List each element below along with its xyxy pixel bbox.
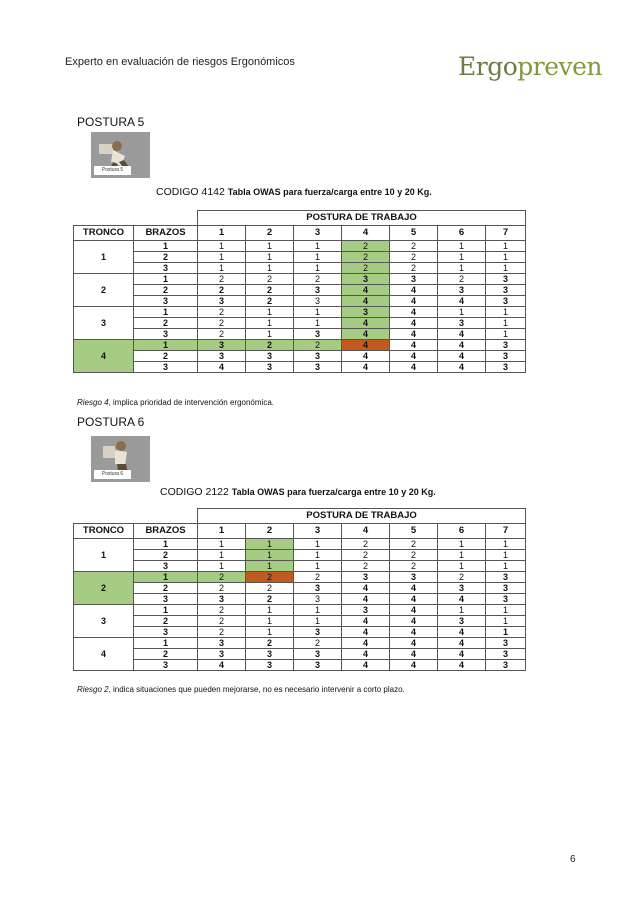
column-header: 2 [246, 524, 294, 539]
tronco-cell: 2 [74, 285, 134, 296]
brazos-cell: 2 [134, 616, 198, 627]
brazos-cell: 2 [134, 550, 198, 561]
risk-cell: 4 [390, 340, 438, 351]
posture-6-code-line [160, 486, 436, 498]
table-corner-blank [74, 509, 198, 524]
risk-cell: 2 [198, 307, 246, 318]
risk-cell: 1 [246, 263, 294, 274]
risk-cell: 1 [486, 329, 526, 340]
tronco-cell: 3 [74, 318, 134, 329]
risk-cell: 2 [198, 318, 246, 329]
risk-cell: 2 [246, 285, 294, 296]
posture-6-code: CODIGO 2122 [160, 486, 229, 498]
risk-cell: 1 [198, 241, 246, 252]
risk-cell: 2 [246, 638, 294, 649]
brazos-cell: 1 [134, 539, 198, 550]
table-row [74, 285, 526, 296]
risk-cell: 4 [342, 318, 390, 329]
risk-cell: 1 [438, 252, 486, 263]
column-header: 6 [438, 226, 486, 241]
risk-cell: 4 [342, 660, 390, 671]
risk-cell: 1 [294, 561, 342, 572]
risk-cell: 3 [486, 351, 526, 362]
risk-cell: 4 [390, 638, 438, 649]
risk-cell: 4 [438, 594, 486, 605]
tronco-cell [74, 362, 134, 373]
tronco-cell [74, 296, 134, 307]
risk-cell: 3 [342, 572, 390, 583]
risk-cell: 1 [246, 627, 294, 638]
column-header: 1 [198, 524, 246, 539]
posture-5-thumbnail-caption: Postura 5 [94, 166, 131, 175]
risk-cell: 4 [438, 627, 486, 638]
brazos-cell: 1 [134, 307, 198, 318]
risk-cell: 3 [294, 362, 342, 373]
risk-cell: 2 [294, 274, 342, 285]
posture-6-code-desc: Tabla OWAS para fuerza/carga entre 10 y 20 Kg. [231, 487, 436, 497]
tronco-cell: 1 [74, 550, 134, 561]
risk-cell: 2 [390, 539, 438, 550]
posture-6-risk-level: Riesgo 2 [77, 685, 109, 694]
risk-cell: 2 [198, 605, 246, 616]
risk-cell: 4 [390, 616, 438, 627]
risk-cell: 1 [294, 550, 342, 561]
risk-cell: 4 [438, 296, 486, 307]
risk-cell: 1 [486, 241, 526, 252]
risk-cell: 1 [246, 318, 294, 329]
risk-cell: 2 [246, 296, 294, 307]
risk-cell: 4 [390, 583, 438, 594]
posture-5-thumbnail [91, 132, 150, 178]
risk-cell: 2 [246, 594, 294, 605]
table-row [74, 550, 526, 561]
column-header: TRONCO [74, 524, 134, 539]
risk-cell: 4 [342, 340, 390, 351]
risk-cell: 1 [294, 616, 342, 627]
column-header: 2 [246, 226, 294, 241]
table-row [74, 241, 526, 252]
posture-5-code-desc: Tabla OWAS para fuerza/carga entre 10 y 20 Kg. [227, 187, 432, 197]
risk-cell: 2 [438, 274, 486, 285]
table-row [74, 561, 526, 572]
column-header: 5 [390, 524, 438, 539]
brazos-cell: 3 [134, 594, 198, 605]
risk-cell: 3 [486, 285, 526, 296]
column-header: 7 [486, 226, 526, 241]
posture-6-title: POSTURA 6 [77, 415, 145, 429]
risk-cell: 4 [390, 594, 438, 605]
risk-cell: 2 [342, 241, 390, 252]
risk-cell: 2 [342, 539, 390, 550]
table-row [74, 660, 526, 671]
risk-cell: 3 [486, 583, 526, 594]
risk-cell: 3 [486, 649, 526, 660]
risk-cell: 2 [246, 572, 294, 583]
risk-cell: 2 [342, 550, 390, 561]
brazos-cell: 3 [134, 660, 198, 671]
brazos-cell: 2 [134, 252, 198, 263]
brazos-cell: 2 [134, 351, 198, 362]
table-row [74, 539, 526, 550]
risk-cell: 3 [294, 627, 342, 638]
risk-cell: 3 [198, 594, 246, 605]
page-header-title: Experto en evaluación de riesgos Ergonómicos [65, 56, 295, 68]
risk-cell: 3 [246, 660, 294, 671]
column-header: 1 [198, 226, 246, 241]
risk-cell: 3 [438, 285, 486, 296]
risk-cell: 1 [246, 539, 294, 550]
risk-cell: 1 [438, 263, 486, 274]
table-row [74, 627, 526, 638]
page-number: 6 [570, 854, 576, 865]
tronco-cell: 4 [74, 649, 134, 660]
table-row [74, 362, 526, 373]
logo-prefix: Ergo [458, 52, 518, 81]
risk-cell: 4 [438, 638, 486, 649]
risk-cell: 4 [198, 362, 246, 373]
risk-cell: 4 [390, 605, 438, 616]
group-header: POSTURA DE TRABAJO [198, 509, 526, 524]
brazos-cell: 3 [134, 296, 198, 307]
tronco-cell [74, 241, 134, 252]
risk-cell: 1 [486, 627, 526, 638]
risk-cell: 2 [294, 340, 342, 351]
risk-cell: 3 [486, 296, 526, 307]
brazos-cell: 2 [134, 318, 198, 329]
risk-cell: 4 [390, 649, 438, 660]
risk-cell: 1 [486, 539, 526, 550]
risk-cell: 1 [486, 616, 526, 627]
risk-cell: 3 [294, 649, 342, 660]
brazos-cell: 1 [134, 274, 198, 285]
risk-cell: 1 [486, 307, 526, 318]
risk-cell: 1 [486, 263, 526, 274]
column-header: 5 [390, 226, 438, 241]
column-header: 6 [438, 524, 486, 539]
risk-cell: 3 [486, 362, 526, 373]
column-header: BRAZOS [134, 524, 198, 539]
risk-cell: 4 [342, 594, 390, 605]
tronco-cell [74, 329, 134, 340]
tronco-cell [74, 605, 134, 616]
risk-cell: 1 [294, 252, 342, 263]
risk-cell: 4 [342, 296, 390, 307]
risk-cell: 1 [438, 550, 486, 561]
posture-5-code: CODIGO 4142 [156, 186, 225, 198]
tronco-cell: 3 [74, 616, 134, 627]
posture-6-thumbnail-caption: Postura 6 [94, 470, 131, 479]
risk-cell: 2 [438, 572, 486, 583]
brazos-cell: 3 [134, 561, 198, 572]
risk-cell: 2 [198, 583, 246, 594]
posture-5-risk-text: , implica prioridad de intervención ergonómica. [108, 398, 274, 407]
risk-cell: 2 [198, 572, 246, 583]
column-header: TRONCO [74, 226, 134, 241]
risk-cell: 1 [438, 561, 486, 572]
risk-cell: 2 [390, 241, 438, 252]
risk-cell: 1 [438, 307, 486, 318]
table-row [74, 583, 526, 594]
group-header: POSTURA DE TRABAJO [198, 211, 526, 226]
tronco-cell [74, 638, 134, 649]
risk-cell: 3 [294, 583, 342, 594]
risk-cell: 3 [486, 340, 526, 351]
risk-cell: 4 [342, 285, 390, 296]
tronco-cell: 1 [74, 252, 134, 263]
table-row [74, 307, 526, 318]
tronco-cell [74, 263, 134, 274]
table-row [74, 274, 526, 285]
risk-cell: 3 [294, 285, 342, 296]
risk-cell: 1 [486, 252, 526, 263]
risk-cell: 3 [198, 638, 246, 649]
risk-cell: 3 [246, 362, 294, 373]
tronco-cell [74, 539, 134, 550]
brazos-cell: 1 [134, 605, 198, 616]
table-row [74, 318, 526, 329]
risk-cell: 4 [342, 649, 390, 660]
table-row [74, 594, 526, 605]
table-row [74, 329, 526, 340]
risk-cell: 1 [486, 318, 526, 329]
risk-cell: 2 [390, 252, 438, 263]
risk-cell: 2 [342, 561, 390, 572]
table-row [74, 340, 526, 351]
risk-cell: 3 [486, 274, 526, 285]
risk-cell: 1 [438, 605, 486, 616]
risk-cell: 3 [294, 296, 342, 307]
table-row [74, 605, 526, 616]
logo-suffix: preven [517, 52, 603, 81]
tronco-cell: 2 [74, 583, 134, 594]
brazos-cell: 1 [134, 572, 198, 583]
risk-cell: 2 [294, 638, 342, 649]
table-row [74, 263, 526, 274]
risk-cell: 1 [246, 307, 294, 318]
table-row [74, 296, 526, 307]
brazos-cell: 3 [134, 362, 198, 373]
risk-cell: 3 [438, 583, 486, 594]
risk-cell: 4 [390, 627, 438, 638]
risk-cell: 2 [390, 561, 438, 572]
risk-cell: 1 [294, 605, 342, 616]
brazos-cell: 1 [134, 638, 198, 649]
risk-cell: 4 [390, 285, 438, 296]
column-header: 3 [294, 524, 342, 539]
risk-cell: 4 [390, 351, 438, 362]
tronco-cell [74, 561, 134, 572]
risk-cell: 4 [390, 307, 438, 318]
tronco-cell [74, 274, 134, 285]
risk-cell: 3 [390, 274, 438, 285]
risk-cell: 3 [342, 307, 390, 318]
risk-cell: 3 [342, 605, 390, 616]
tronco-cell [74, 340, 134, 351]
risk-cell: 1 [246, 561, 294, 572]
risk-cell: 3 [294, 351, 342, 362]
posture-6-risk-note [77, 685, 405, 694]
risk-cell: 3 [342, 274, 390, 285]
risk-cell: 1 [294, 241, 342, 252]
risk-cell: 4 [390, 296, 438, 307]
risk-cell: 4 [438, 649, 486, 660]
brazos-cell: 3 [134, 263, 198, 274]
posture-6-owas-table [73, 508, 526, 671]
brazos-cell: 3 [134, 627, 198, 638]
tronco-cell [74, 572, 134, 583]
brazos-cell: 2 [134, 583, 198, 594]
risk-cell: 4 [390, 329, 438, 340]
tronco-cell: 4 [74, 351, 134, 362]
risk-cell: 1 [486, 605, 526, 616]
risk-cell: 1 [294, 307, 342, 318]
risk-cell: 4 [342, 616, 390, 627]
risk-cell: 4 [390, 362, 438, 373]
tronco-cell [74, 307, 134, 318]
column-header: 3 [294, 226, 342, 241]
posture-6-thumbnail [91, 436, 150, 482]
risk-cell: 4 [198, 660, 246, 671]
risk-cell: 1 [294, 539, 342, 550]
posture-6-risk-text: , indica situaciones que pueden mejorarse, no es necesario intervenir a corto plazo. [108, 685, 405, 694]
risk-cell: 3 [198, 351, 246, 362]
risk-cell: 2 [294, 572, 342, 583]
ergopreven-logo [458, 52, 602, 81]
risk-cell: 1 [246, 329, 294, 340]
risk-cell: 4 [438, 351, 486, 362]
risk-cell: 3 [390, 572, 438, 583]
risk-cell: 4 [342, 362, 390, 373]
risk-cell: 4 [390, 318, 438, 329]
risk-cell: 4 [342, 638, 390, 649]
risk-cell: 2 [390, 263, 438, 274]
risk-cell: 1 [246, 605, 294, 616]
risk-cell: 4 [438, 362, 486, 373]
table-row [74, 252, 526, 263]
tronco-cell [74, 627, 134, 638]
risk-cell: 1 [486, 550, 526, 561]
risk-cell: 2 [246, 583, 294, 594]
risk-cell: 1 [198, 539, 246, 550]
risk-cell: 4 [390, 660, 438, 671]
risk-cell: 2 [342, 252, 390, 263]
risk-cell: 1 [246, 252, 294, 263]
posture-5-risk-level: Riesgo 4 [77, 398, 109, 407]
risk-cell: 3 [294, 329, 342, 340]
table-row [74, 638, 526, 649]
risk-cell: 1 [246, 241, 294, 252]
risk-cell: 3 [486, 572, 526, 583]
risk-cell: 3 [198, 296, 246, 307]
table-row [74, 572, 526, 583]
risk-cell: 2 [390, 550, 438, 561]
risk-cell: 1 [486, 561, 526, 572]
risk-cell: 3 [246, 649, 294, 660]
risk-cell: 4 [438, 340, 486, 351]
table-row [74, 616, 526, 627]
column-header: 7 [486, 524, 526, 539]
column-header: BRAZOS [134, 226, 198, 241]
brazos-cell: 3 [134, 329, 198, 340]
table-row [74, 649, 526, 660]
risk-cell: 2 [198, 329, 246, 340]
brazos-cell: 2 [134, 649, 198, 660]
risk-cell: 4 [438, 329, 486, 340]
tronco-cell [74, 594, 134, 605]
column-header: 4 [342, 226, 390, 241]
risk-cell: 2 [342, 263, 390, 274]
risk-cell: 3 [486, 660, 526, 671]
table-corner-blank [74, 211, 198, 226]
risk-cell: 1 [198, 252, 246, 263]
risk-cell: 1 [246, 550, 294, 561]
risk-cell: 3 [294, 594, 342, 605]
risk-cell: 4 [342, 627, 390, 638]
risk-cell: 1 [198, 561, 246, 572]
risk-cell: 4 [342, 583, 390, 594]
risk-cell: 3 [198, 649, 246, 660]
risk-cell: 1 [294, 263, 342, 274]
risk-cell: 2 [246, 274, 294, 285]
risk-cell: 3 [294, 660, 342, 671]
tronco-cell [74, 660, 134, 671]
risk-cell: 3 [486, 638, 526, 649]
column-header: 4 [342, 524, 390, 539]
risk-cell: 1 [438, 241, 486, 252]
risk-cell: 3 [246, 351, 294, 362]
posture-5-risk-note [77, 398, 274, 407]
risk-cell: 3 [438, 318, 486, 329]
risk-cell: 2 [198, 274, 246, 285]
risk-cell: 4 [342, 351, 390, 362]
brazos-cell: 2 [134, 285, 198, 296]
risk-cell: 1 [198, 263, 246, 274]
risk-cell: 4 [342, 329, 390, 340]
posture-5-title: POSTURA 5 [77, 115, 145, 129]
brazos-cell: 1 [134, 340, 198, 351]
risk-cell: 1 [246, 616, 294, 627]
risk-cell: 3 [198, 340, 246, 351]
risk-cell: 1 [198, 550, 246, 561]
risk-cell: 2 [198, 285, 246, 296]
risk-cell: 1 [294, 318, 342, 329]
risk-cell: 2 [198, 627, 246, 638]
risk-cell: 4 [438, 660, 486, 671]
risk-cell: 3 [438, 616, 486, 627]
risk-cell: 2 [198, 616, 246, 627]
table-row [74, 351, 526, 362]
risk-cell: 2 [246, 340, 294, 351]
posture-5-owas-table [73, 210, 526, 373]
risk-cell: 3 [486, 594, 526, 605]
brazos-cell: 1 [134, 241, 198, 252]
posture-5-code-line [156, 186, 432, 198]
risk-cell: 1 [438, 539, 486, 550]
